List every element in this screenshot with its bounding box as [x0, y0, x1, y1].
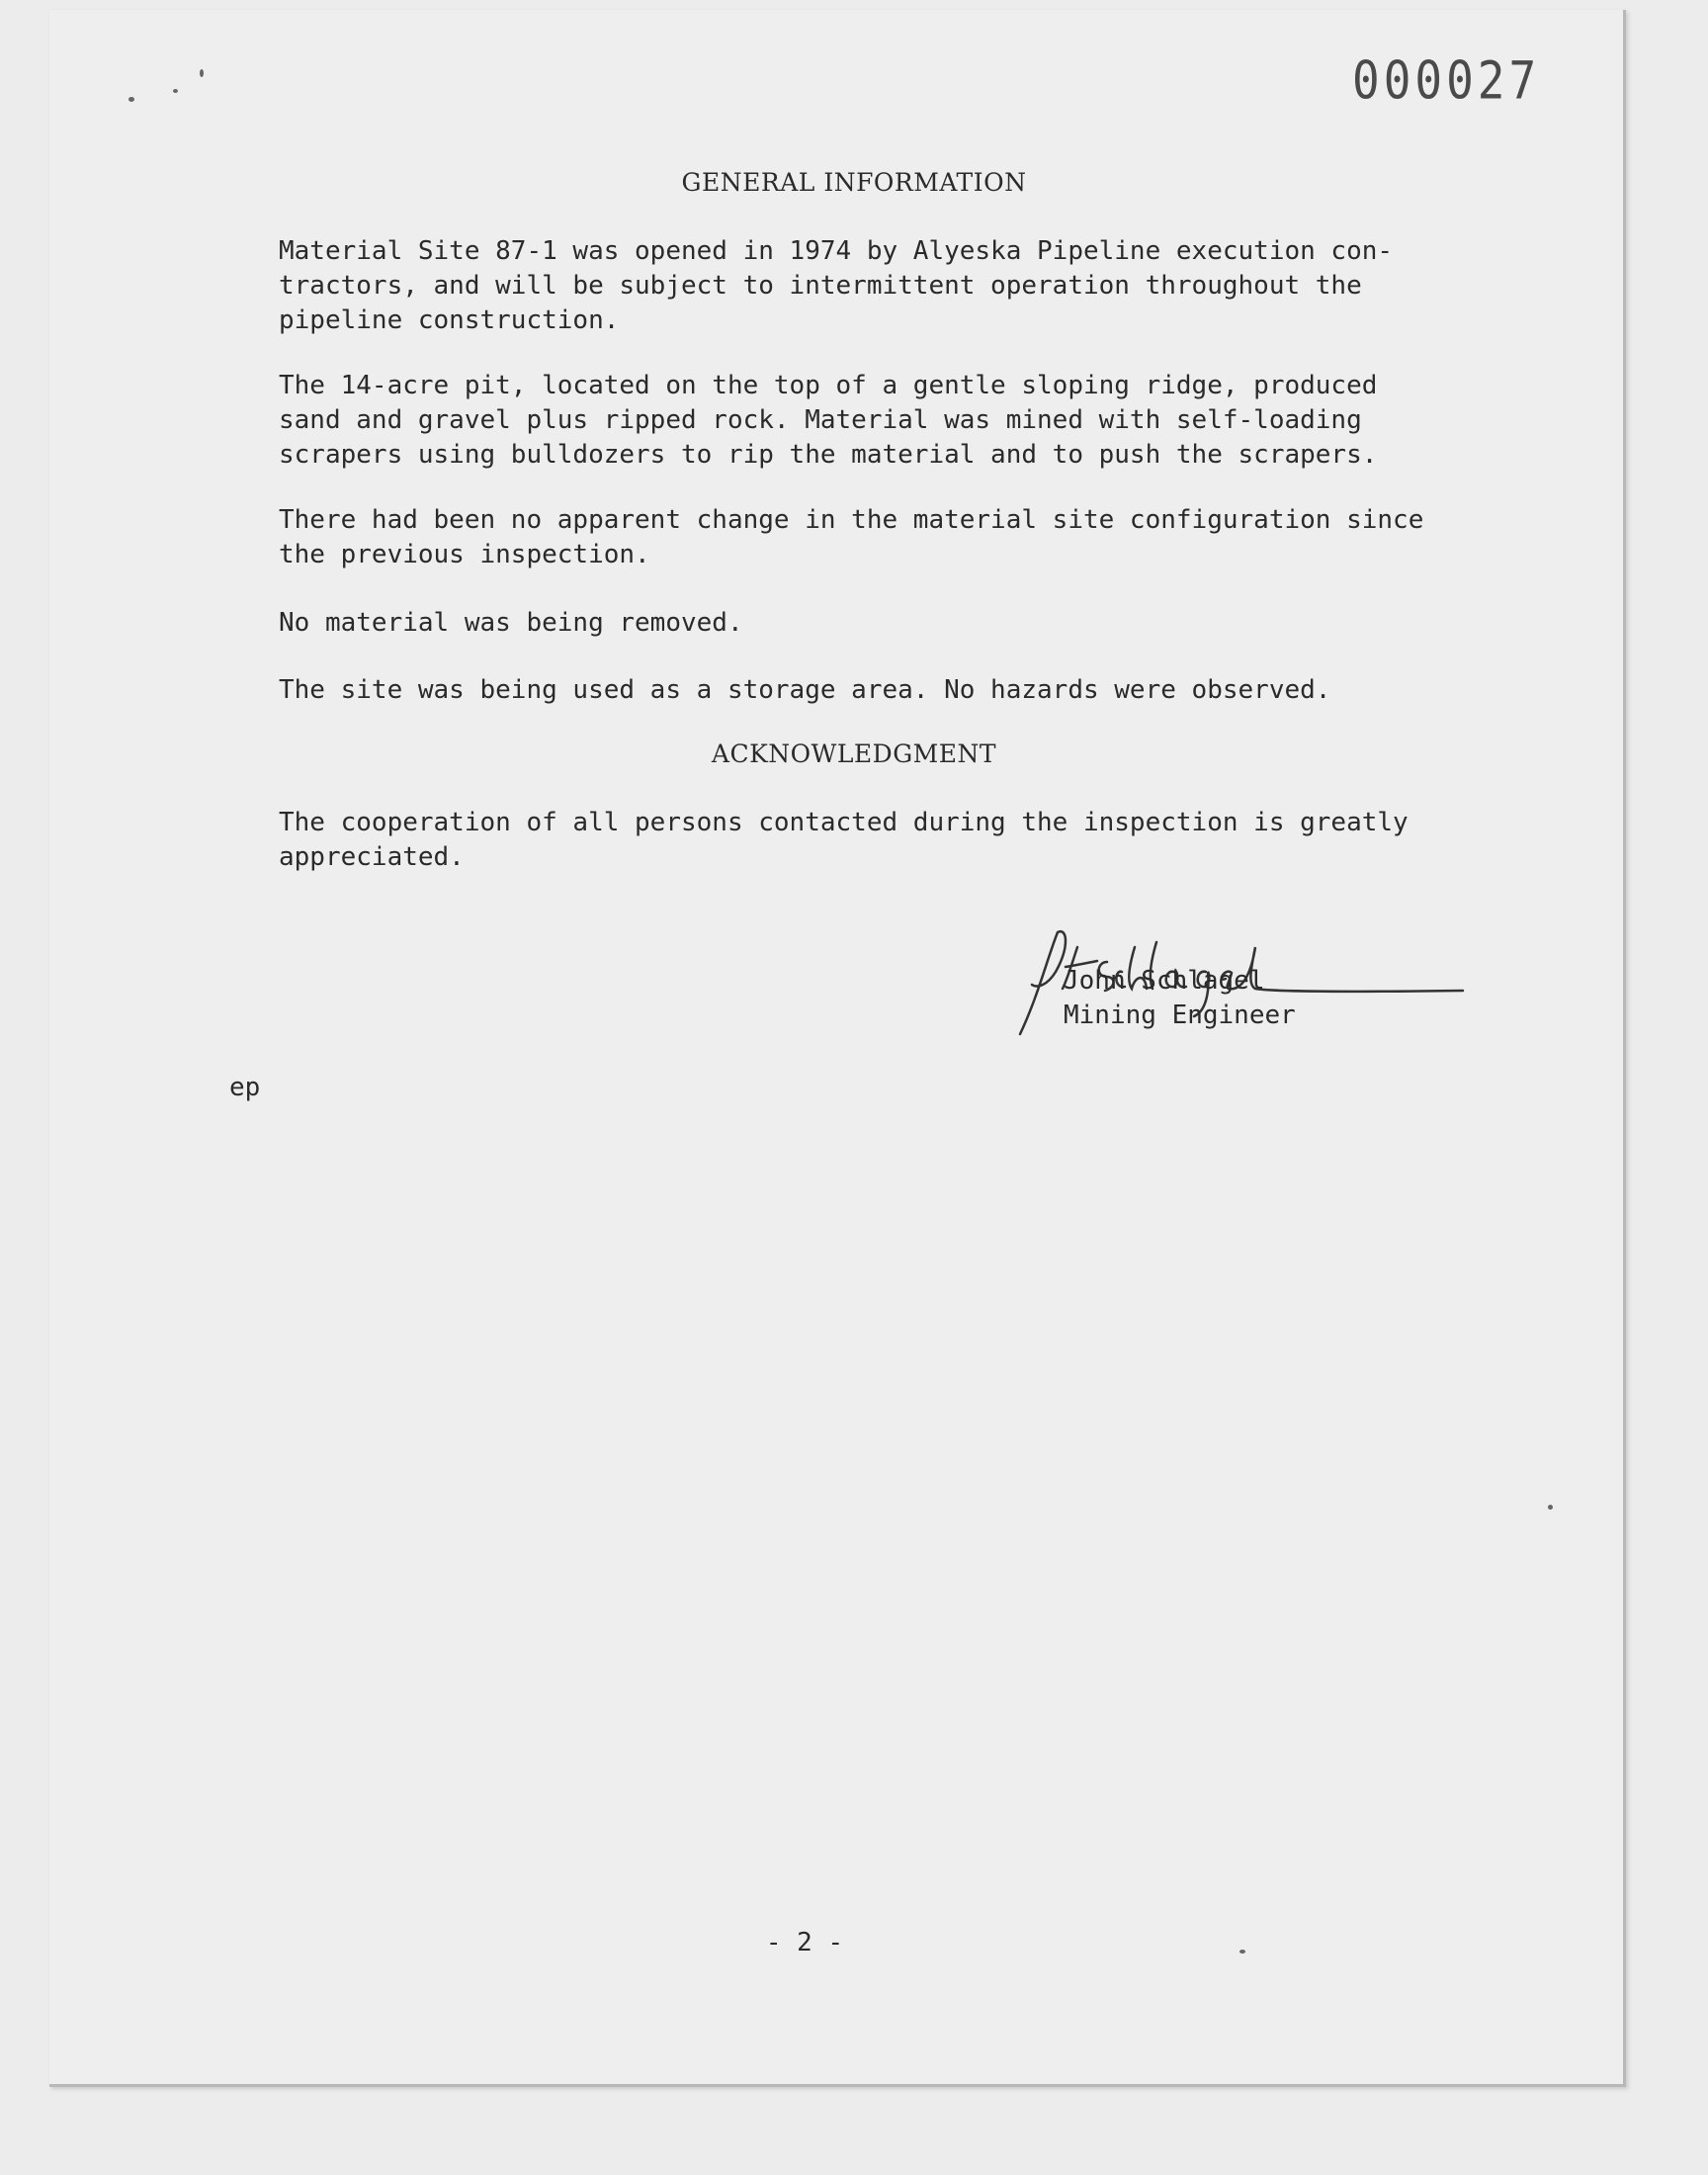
paragraph-no-removal: No material was being removed.	[279, 608, 743, 638]
signer-title: Mining Engineer	[1064, 1000, 1296, 1030]
paragraph-configuration: There had been no apparent change in the material site configuration since the previous inspection.	[279, 505, 1424, 569]
scan-speck	[128, 97, 134, 102]
heading-general-information: GENERAL INFORMATION	[681, 168, 1027, 197]
document-control-number: 000027	[1352, 48, 1541, 112]
page-number: - 2 -	[765, 1928, 844, 1958]
scan-speck	[173, 89, 178, 93]
typist-initials: ep	[229, 1073, 261, 1102]
paragraph-acknowledgment: The cooperation of all persons contacted during the inspection is greatly appreciated.	[279, 808, 1409, 872]
scan-speck	[1548, 1505, 1553, 1510]
scan-speck	[200, 69, 204, 77]
paragraph-pit-description: The 14-acre pit, located on the top of a gentle sloping ridge, produced sand and gravel plus ripped rock. Material was mined with self-loading scrapers using bulldozers to rip the material and to push the scrapers.	[279, 371, 1378, 470]
paragraph-site-opening: Material Site 87-1 was opened in 1974 by Alyeska Pipeline execution con- tractors, and will be subject to intermittent operation throughout the pipeline construction.	[279, 236, 1394, 335]
document-page	[49, 10, 1626, 2087]
signer-name: John Schlagel	[1064, 966, 1265, 996]
heading-acknowledgment: ACKNOWLEDGMENT	[711, 740, 997, 768]
paragraph-storage-area: The site was being used as a storage area. No hazards were observed.	[279, 675, 1331, 705]
